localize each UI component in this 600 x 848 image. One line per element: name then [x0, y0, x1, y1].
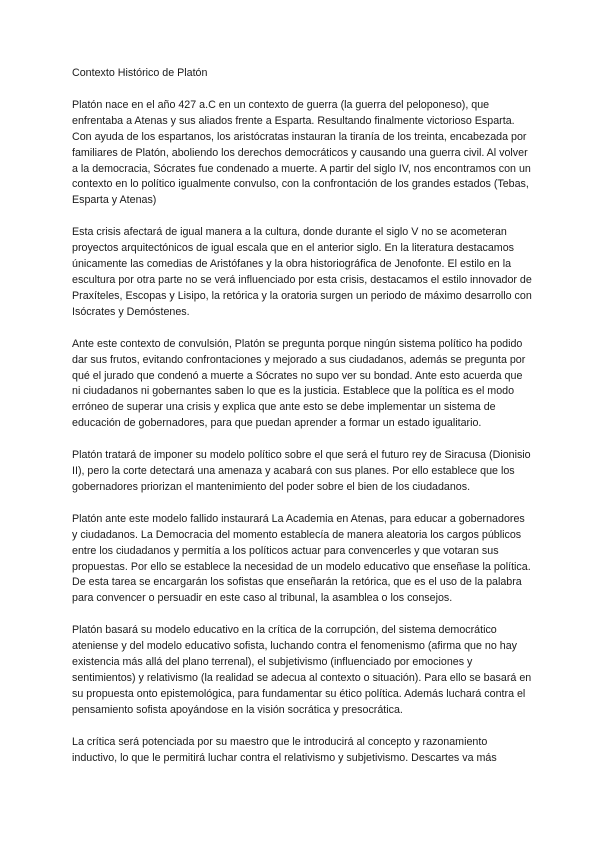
paragraph-2: Esta crisis afectará de igual manera a la cultura, donde durante el siglo V no se acometeran proyectos arquitectónicos de igual escala que en el anterior siglo. En la literatura destacamos únicamente las comedias de Aristófanes y la obra historiográfica de Jenofonte. El estilo en la escultura por otra parte no se verá influenciado por esta crisis, destacamos el estilo innovador de Praxíteles, Escopas y Lisipo, la retórica y la oratoria surgen un periodo de máximo desarrollo con Isócrates y Demóstenes.: [72, 226, 532, 318]
paragraph-3: Ante este contexto de convulsión, Platón se pregunta porque ningún sistema político ha podido dar sus frutos, evitando confrontaciones y mejorado a sus ciudadanos, además se pregunta por qué el jurado que condenó a muerte a Sócrates no supo ver su bondad. Ante esto acuerda que ni ciudadanos ni gobernantes saben lo que es la justicia. Establece que la política es el modo erróneo de superar una crisis y explica que ante esto se debe implementar un sistema de educación de gobernadores, para que puedan aprender a formar un estado igualitario.: [72, 337, 526, 430]
paragraph-6: Platón basará su modelo educativo en la crítica de la corrupción, del sistema democrático ateniense y del modelo educativo sofista, luchando contra el fenomenismo (afirma que no hay existencia más allá del plano terrenal), el subjetivismo (influenciado por emociones y sentimientos) y relativismo (la realidad se adecua al contexto o situación). Para ello se basará en su propuesta onto epistemológica, para fundamentar su ético política. Además luchará contra el pensamiento sofista apoyándose en la visión socrática y presocrática.: [72, 624, 532, 716]
document-body: [72, 66, 532, 783]
paragraph-4: Platón tratará de imponer su modelo político sobre el que será el futuro rey de Siracusa (Dionisio II), pero la corte detectará una amenaza y acabará con sus planes. Por ello establece que los gobernadores priorizan el mantenimiento del poder sobre el bien de los ciudadanos.: [72, 449, 531, 493]
paragraph-5: Platón ante este modelo fallido instaurará La Academia en Atenas, para educar a gobernadores y ciudadanos. La Democracia del momento establecía de manera aleatoria los cargos públicos entre los ciudadanos y permitía a los políticos actuar para convencerles y que votaran sus propuestas. Por ello se establece la necesidad de un modelo educativo que enseñase la política. De esta tarea se encargarán los sofistas que enseñarán la retórica, que es el uso de la palabra para convencer o persuadir en este caso al tribunal, la asamblea o los consejos.: [72, 512, 531, 605]
paragraph-1: Platón nace en el año 427 a.C en un contexto de guerra (la guerra del peloponeso), que enfrentaba a Atenas y sus aliados frente a Esparta. Resultando finalmente victorioso Esparta. Con ayuda de los espartanos, los aristócratas instauran la tiranía de los treinta, encabezada por familiares de Platón, aboliendo los derechos democráticos y causando una guerra civil. Al volver a la democracia, Sócrates fue condenado a muerte. A partir del siglo IV, nos encontramos con un contexto en lo político igualmente convulso, con la confrontación de los grandes estados (Tebas, Esparta y Atenas): [72, 98, 531, 207]
paragraph-7: La crítica será potenciada por su maestro que le introducirá al concepto y razonamiento inductivo, lo que le permitirá luchar contra el relativismo y subjetivismo. Descartes va más: [72, 735, 497, 764]
document-title: Contexto Histórico de Platón: [72, 67, 208, 79]
